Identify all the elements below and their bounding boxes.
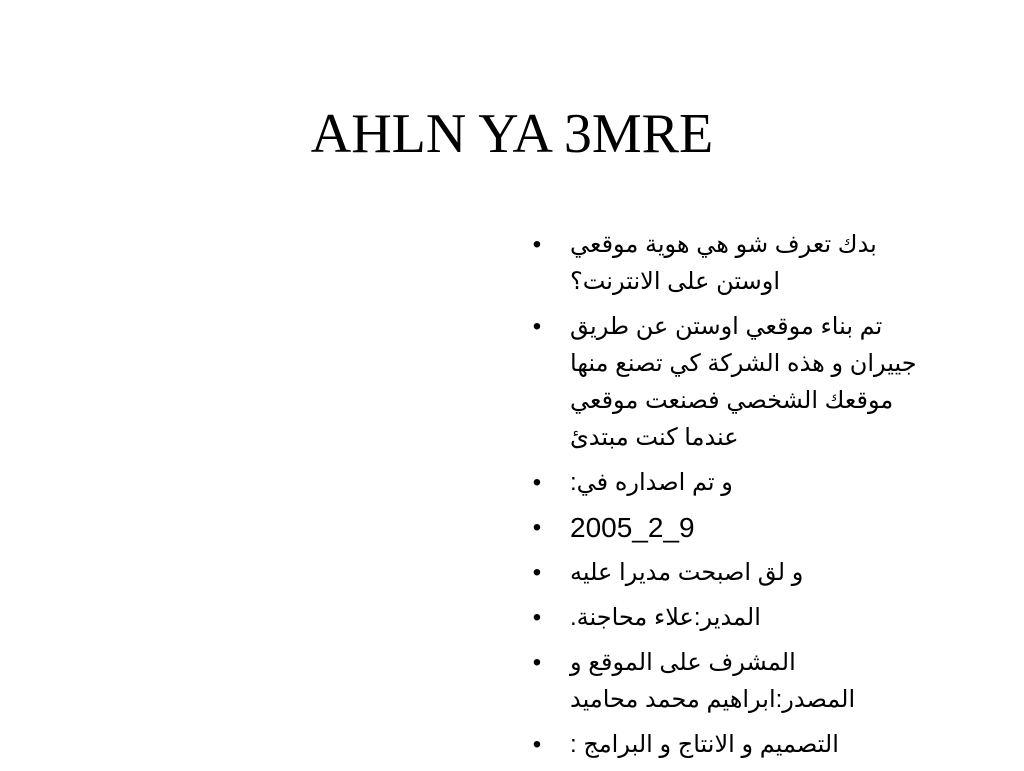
bullet-dot-icon: • [532,231,542,258]
bullet-dot-icon: • [532,649,542,676]
bullet-text-design-production: التصميم و الانتاج و البرامج : [570,731,839,758]
bullet-text-built-by: تم بناء موقعي اوستن عن طريق جييران و هذه الشركة كي تصنع منها موقعك الشخصي فصنعت موقعي عندما كنت مبتدئ [570,313,917,451]
bullet-text-identity: بدك تعرف شو هي هوية موقعي اوستن على الانترنت؟ [570,231,877,295]
bullet-dot-icon: • [532,604,542,631]
bullet-dot-icon: • [532,469,542,496]
list-item [530,599,950,636]
bullet-dot-icon: • [532,313,542,340]
bullet-dot-icon: • [532,514,542,541]
list-item [530,226,950,300]
bullet-text-became-admin: و لق اصبحت مديرا عليه [570,559,804,586]
list-item [530,308,950,456]
slide-title: AHLN YA 3MRE [310,103,714,165]
list-item [530,554,950,591]
bullet-text-released-in: و تم اصداره في: [570,469,733,496]
bullet-dot-icon: • [532,559,542,586]
bullet-text-supervisor: المشرف على الموقع و المصدر:ابراهيم محمد محاميد [570,649,856,713]
bullet-text-release-date: 2005_2_9 [570,512,695,543]
list-item [530,509,950,546]
list-item [530,726,950,763]
bullet-dot-icon: • [532,731,542,758]
bullet-list [530,226,950,771]
bullet-text-director: المدير:علاء محاجنة. [570,604,761,631]
list-item [530,464,950,501]
list-item [530,644,950,718]
